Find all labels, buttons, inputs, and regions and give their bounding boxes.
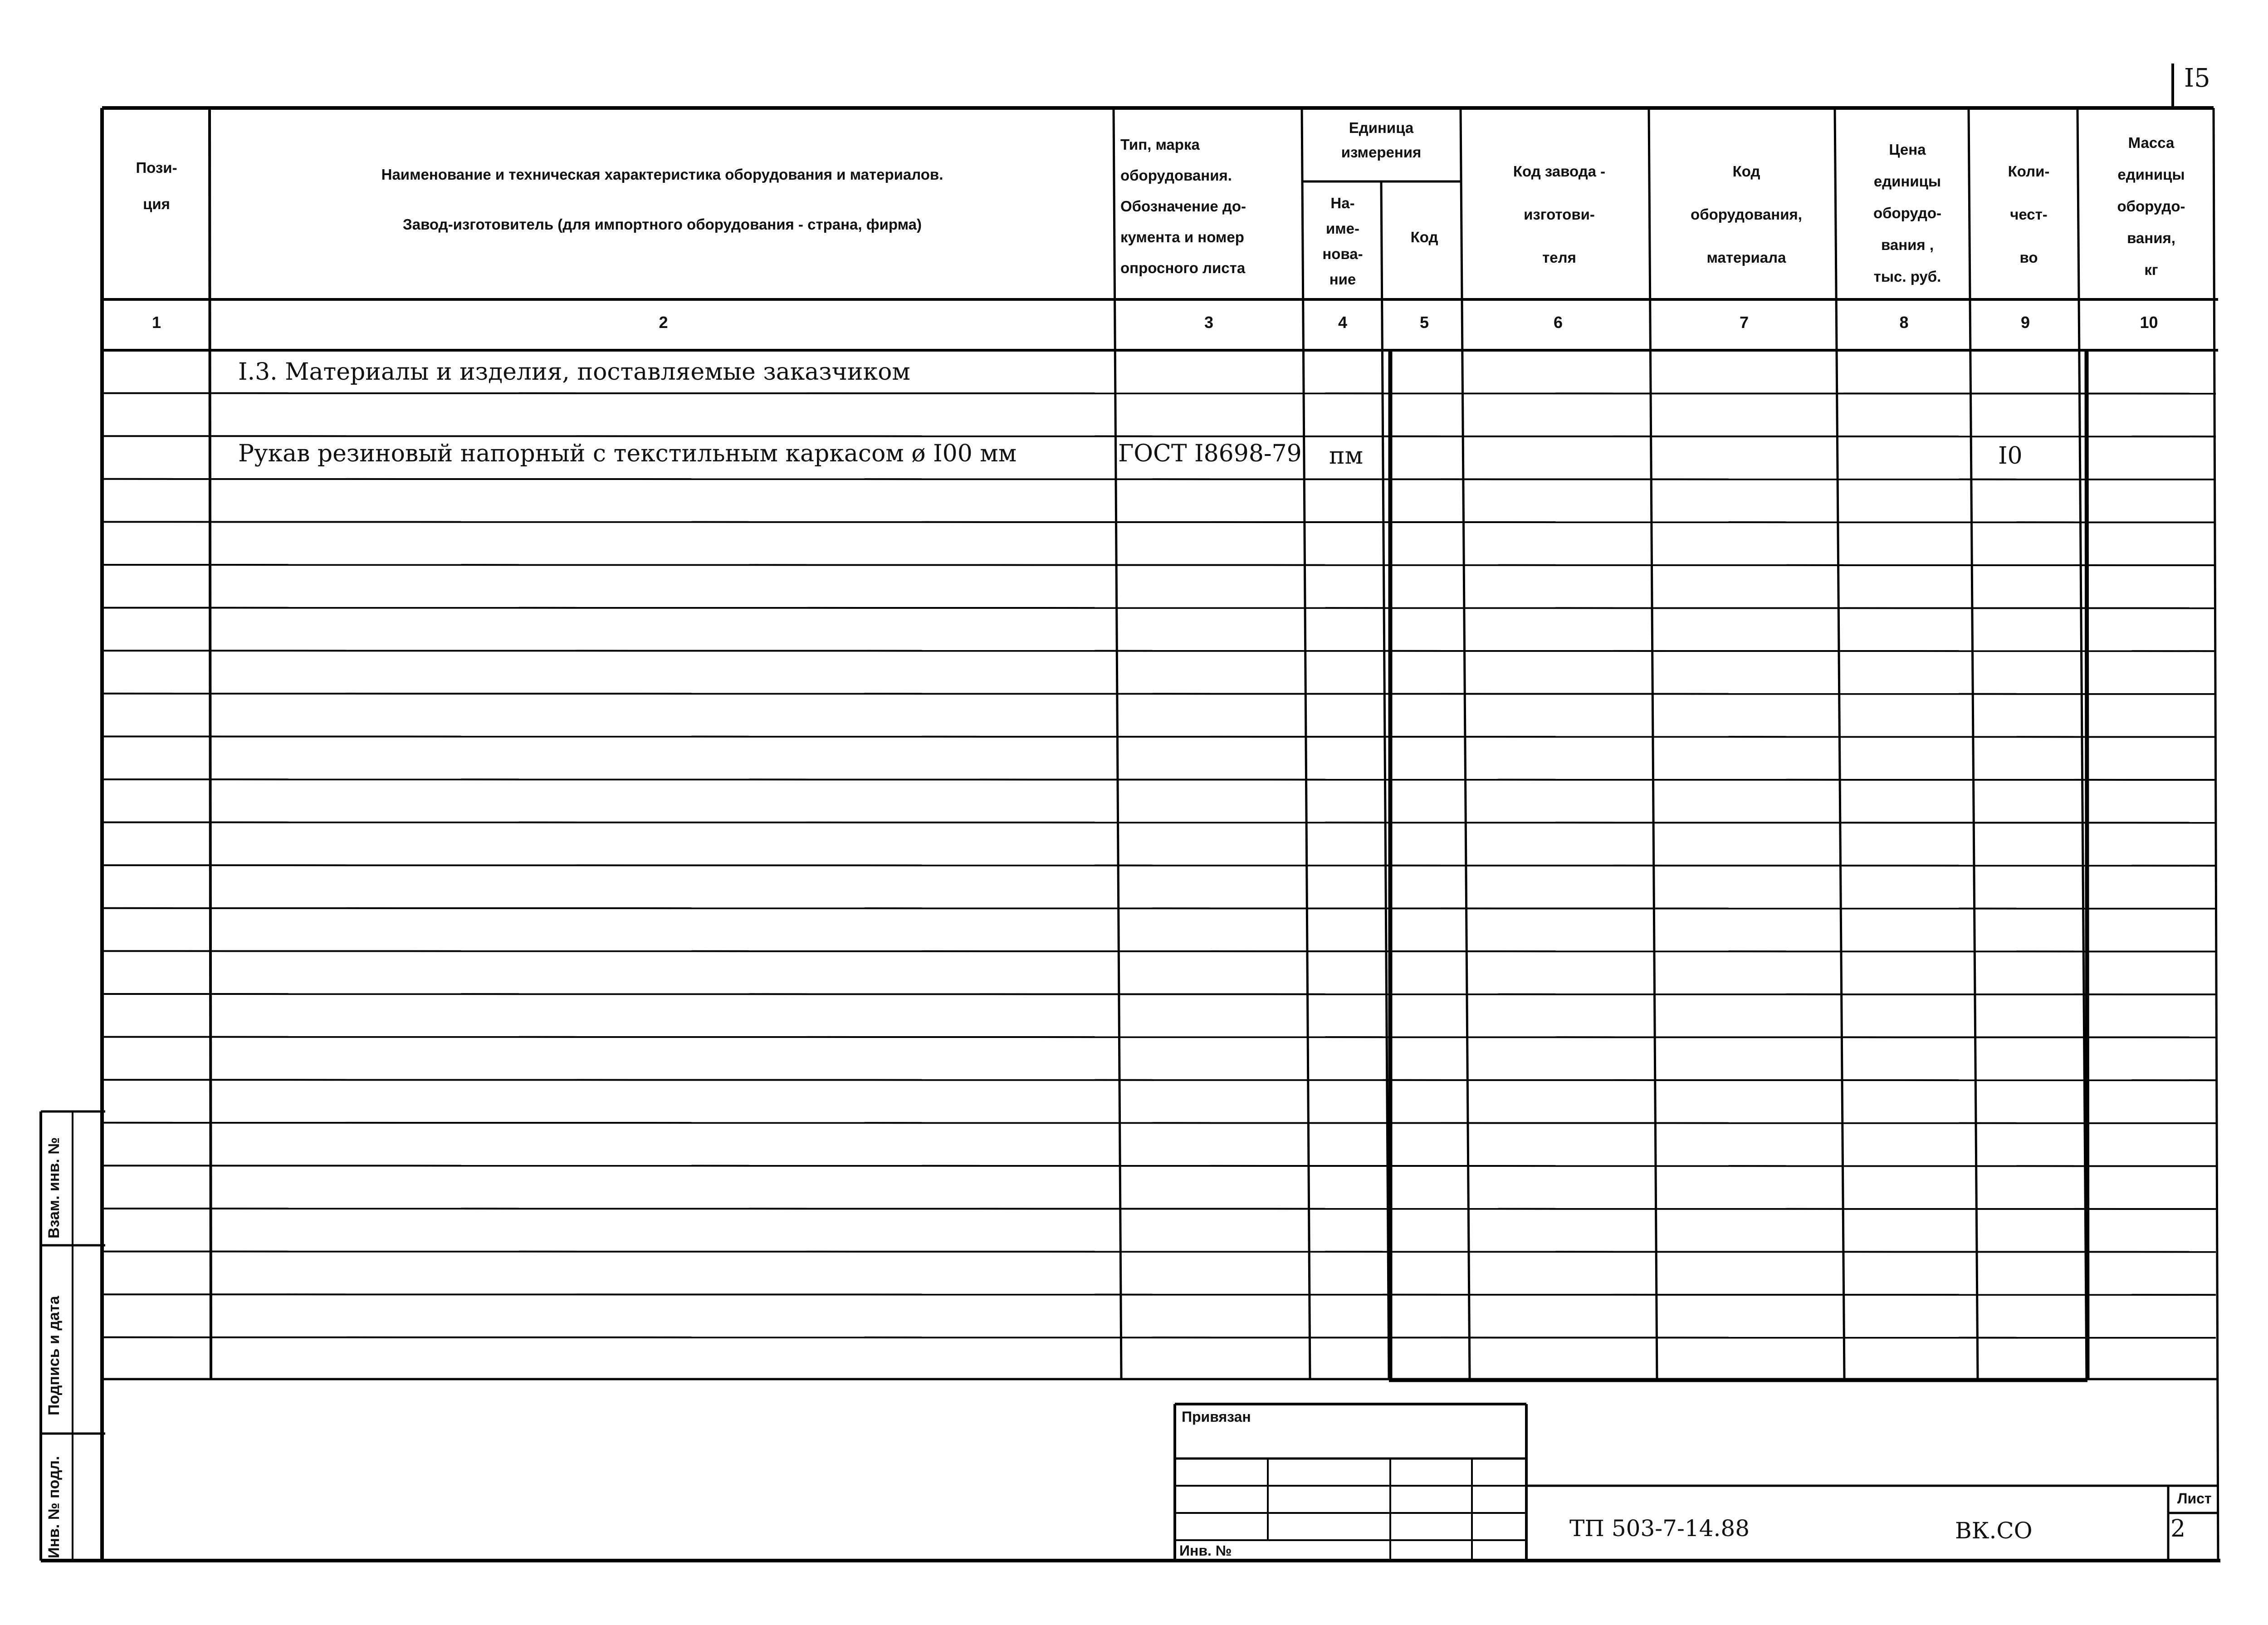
col-num-7: 7	[1739, 313, 1749, 332]
table-row-line	[102, 822, 2216, 823]
header-col-3: Тип, марка оборудования. Обозначение до- кумента и номер опросного листа	[1120, 136, 1246, 276]
item-quantity: I0	[1998, 442, 2023, 470]
col-num-2: 2	[659, 313, 668, 332]
item-name: Рукав резиновый напорный с текстильным каркасом ø I00 мм	[238, 440, 1017, 467]
table-row-line	[102, 1037, 2216, 1038]
col-num-5: 5	[1419, 313, 1429, 332]
inv-label: Инв. №	[1179, 1542, 1232, 1559]
sheet-number-top: I5	[2184, 64, 2210, 93]
table-row-line	[102, 736, 2216, 737]
col-num-3: 3	[1204, 313, 1214, 332]
col-num-10: 10	[2140, 313, 2158, 332]
header-unit-group: Единица измерения	[1341, 119, 1422, 161]
table-row-line	[102, 1294, 2216, 1295]
item-unit: пм	[1329, 442, 1364, 470]
col-num-8: 8	[1899, 313, 1909, 332]
document-code: ТП 503-7-14.88	[1569, 1515, 1750, 1542]
table-row-line	[102, 779, 2216, 780]
header-col-5: Код	[1410, 229, 1438, 245]
table-row-line	[102, 1337, 2216, 1338]
table-row-line	[102, 865, 2216, 866]
set-code: ВК.СО	[1955, 1517, 2033, 1544]
table-row-line	[102, 1165, 2216, 1166]
col-num-1: 1	[152, 313, 161, 332]
sheet-value: 2	[2170, 1515, 2186, 1542]
attached-label: Привязан	[1182, 1409, 1251, 1425]
table-row-line	[102, 479, 2216, 480]
header-col-6: Код завода - изготови- теля	[1513, 163, 1606, 266]
header-col-1: Пози- ция	[136, 159, 177, 212]
table-row-line	[102, 908, 2216, 909]
header-col-7: Код оборудования, материала	[1691, 163, 1802, 266]
header-col-9: Коли- чест- во	[2008, 163, 2050, 266]
section-title: I.3. Материалы и изделия, поставляемые заказчиком	[238, 358, 910, 386]
col-num-6: 6	[1553, 313, 1563, 332]
table-row-line	[102, 393, 2216, 394]
header-col-10: Масса единицы оборудо- вания, кг	[2117, 134, 2185, 278]
header-col-4: На- име- нова- ние	[1322, 195, 1363, 288]
col-num-9: 9	[2020, 313, 2030, 332]
col-num-4: 4	[1338, 313, 1348, 332]
sheet-label: Лист	[2177, 1490, 2212, 1507]
item-document: ГОСТ I8698-79	[1118, 440, 1302, 467]
header-col-2: Наименование и техническая характеристика оборудования и материалов. Завод-изготовитель (для импортного оборудования - страна, фирма)	[381, 166, 943, 233]
stamp-signature-date: Подпись и дата	[45, 1296, 63, 1415]
stamp-replaced-inv: Взам. инв. №	[45, 1137, 63, 1238]
stamp-original-inv: Инв. № подл.	[45, 1456, 63, 1558]
header-col-8: Цена единицы оборудо- вания , тыс. руб.	[1873, 141, 1942, 285]
